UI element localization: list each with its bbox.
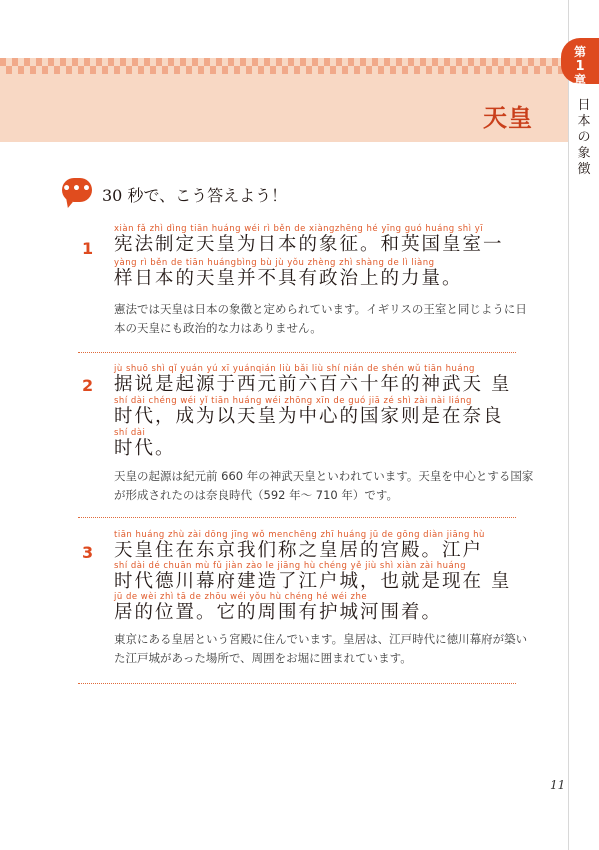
pinyin-text: xiàn fǎ zhì dìng tiān huáng wéi rì běn de xiàngzhēng hé yīng guó huáng shì yī: [114, 224, 484, 234]
item-number: 2: [82, 376, 94, 395]
chinese-text: 时代德川幕府建造了江户城，也就是现在 皇: [114, 571, 512, 592]
chinese-line: [114, 561, 534, 593]
chinese-line: [114, 364, 534, 396]
pinyin-text: shí dài dé chuān mù fǔ jiàn zào le jiāng hù chéng yě jiù shì xiàn zài huáng: [114, 561, 466, 571]
chinese-line: [114, 224, 534, 256]
item-number: 3: [82, 543, 94, 562]
chinese-text: 时代。: [114, 438, 176, 459]
dotted-separator: [78, 352, 516, 353]
pinyin-text: yàng rì běn de tiān huángbìng bù jù yǒu zhèng zhì shàng de lì liàng: [114, 258, 435, 268]
chinese-text: 天皇住在东京我们称之皇居的宫殿。江户: [114, 540, 484, 561]
chinese-text: 居的位置。它的周围有护城河围着。: [114, 602, 443, 623]
chinese-line: [114, 428, 534, 460]
chapter-badge: [561, 38, 599, 87]
chinese-line: [114, 258, 534, 290]
chapter-badge-bottom: 章: [573, 73, 586, 87]
chinese-text: 宪法制定天皇为日本的象征。和英国皇室一: [114, 234, 504, 255]
chapter-title: 日本の象徴: [577, 98, 591, 177]
pinyin-text: tiān huáng zhù zài dōng jīng wǒ menchēng zhī huáng jū de gōng diàn jiāng hù: [114, 530, 485, 540]
chinese-text: 样日本的天皇并不具有政治上的力量。: [114, 268, 463, 289]
pinyin-text: shí dài chéng wéi yǐ tiān huáng wéi zhōng xīn de guó jiā zé shì zài nài liáng: [114, 396, 472, 406]
page-title: 天皇: [483, 103, 533, 132]
dotted-separator: [78, 517, 516, 518]
japanese-translation: 東京にある皇居という宮殿に住んでいます。皇居は、江戸時代に徳川幕府が築いた江戸城があった場所で、周囲をお堀に囲まれています。: [114, 632, 528, 665]
page-number: 11: [550, 778, 566, 792]
chinese-text: 时代，成为以天皇为中心的国家则是在奈良: [114, 406, 504, 427]
chapter-badge-top: 第: [573, 45, 586, 59]
pinyin-text: shí dài: [114, 428, 146, 438]
checker-border: [0, 58, 568, 74]
answer-item: [78, 222, 527, 342]
dotted-separator: [78, 683, 516, 684]
answer-item: [78, 364, 534, 514]
japanese-translation: 憲法では天皇は日本の象徴と定められています。イギリスの王室と同じように日本の天皇にも政治的な力はありません。: [114, 302, 527, 335]
item-number: 1: [82, 239, 94, 258]
pinyin-text: jù shuō shì qǐ yuán yú xī yuánqián liù bǎi liù shí nián de shén wǔ tiān huáng: [114, 364, 475, 374]
margin-divider: [568, 0, 569, 850]
japanese-translation: 天皇の起源は紀元前 660 年の神武天皇といわれています。天皇を中心とする国家が形成されたのは奈良時代（592 年～ 710 年）です。: [114, 469, 534, 502]
chinese-line: [114, 396, 534, 428]
chinese-line: [114, 530, 534, 562]
speech-bubble-icon: •••: [62, 178, 92, 202]
chapter-badge-number: 1: [575, 59, 585, 74]
chinese-text: 据说是起源于西元前六百六十年的神武天 皇: [114, 374, 512, 395]
answer-item: [78, 530, 528, 680]
chinese-line: [114, 592, 534, 624]
pinyin-text: jū de wèi zhì tā de zhōu wéi yǒu hù chéng hé wéi zhe: [114, 592, 368, 602]
answer-prompt: 30 秒で、こう答えよう！: [102, 186, 288, 205]
